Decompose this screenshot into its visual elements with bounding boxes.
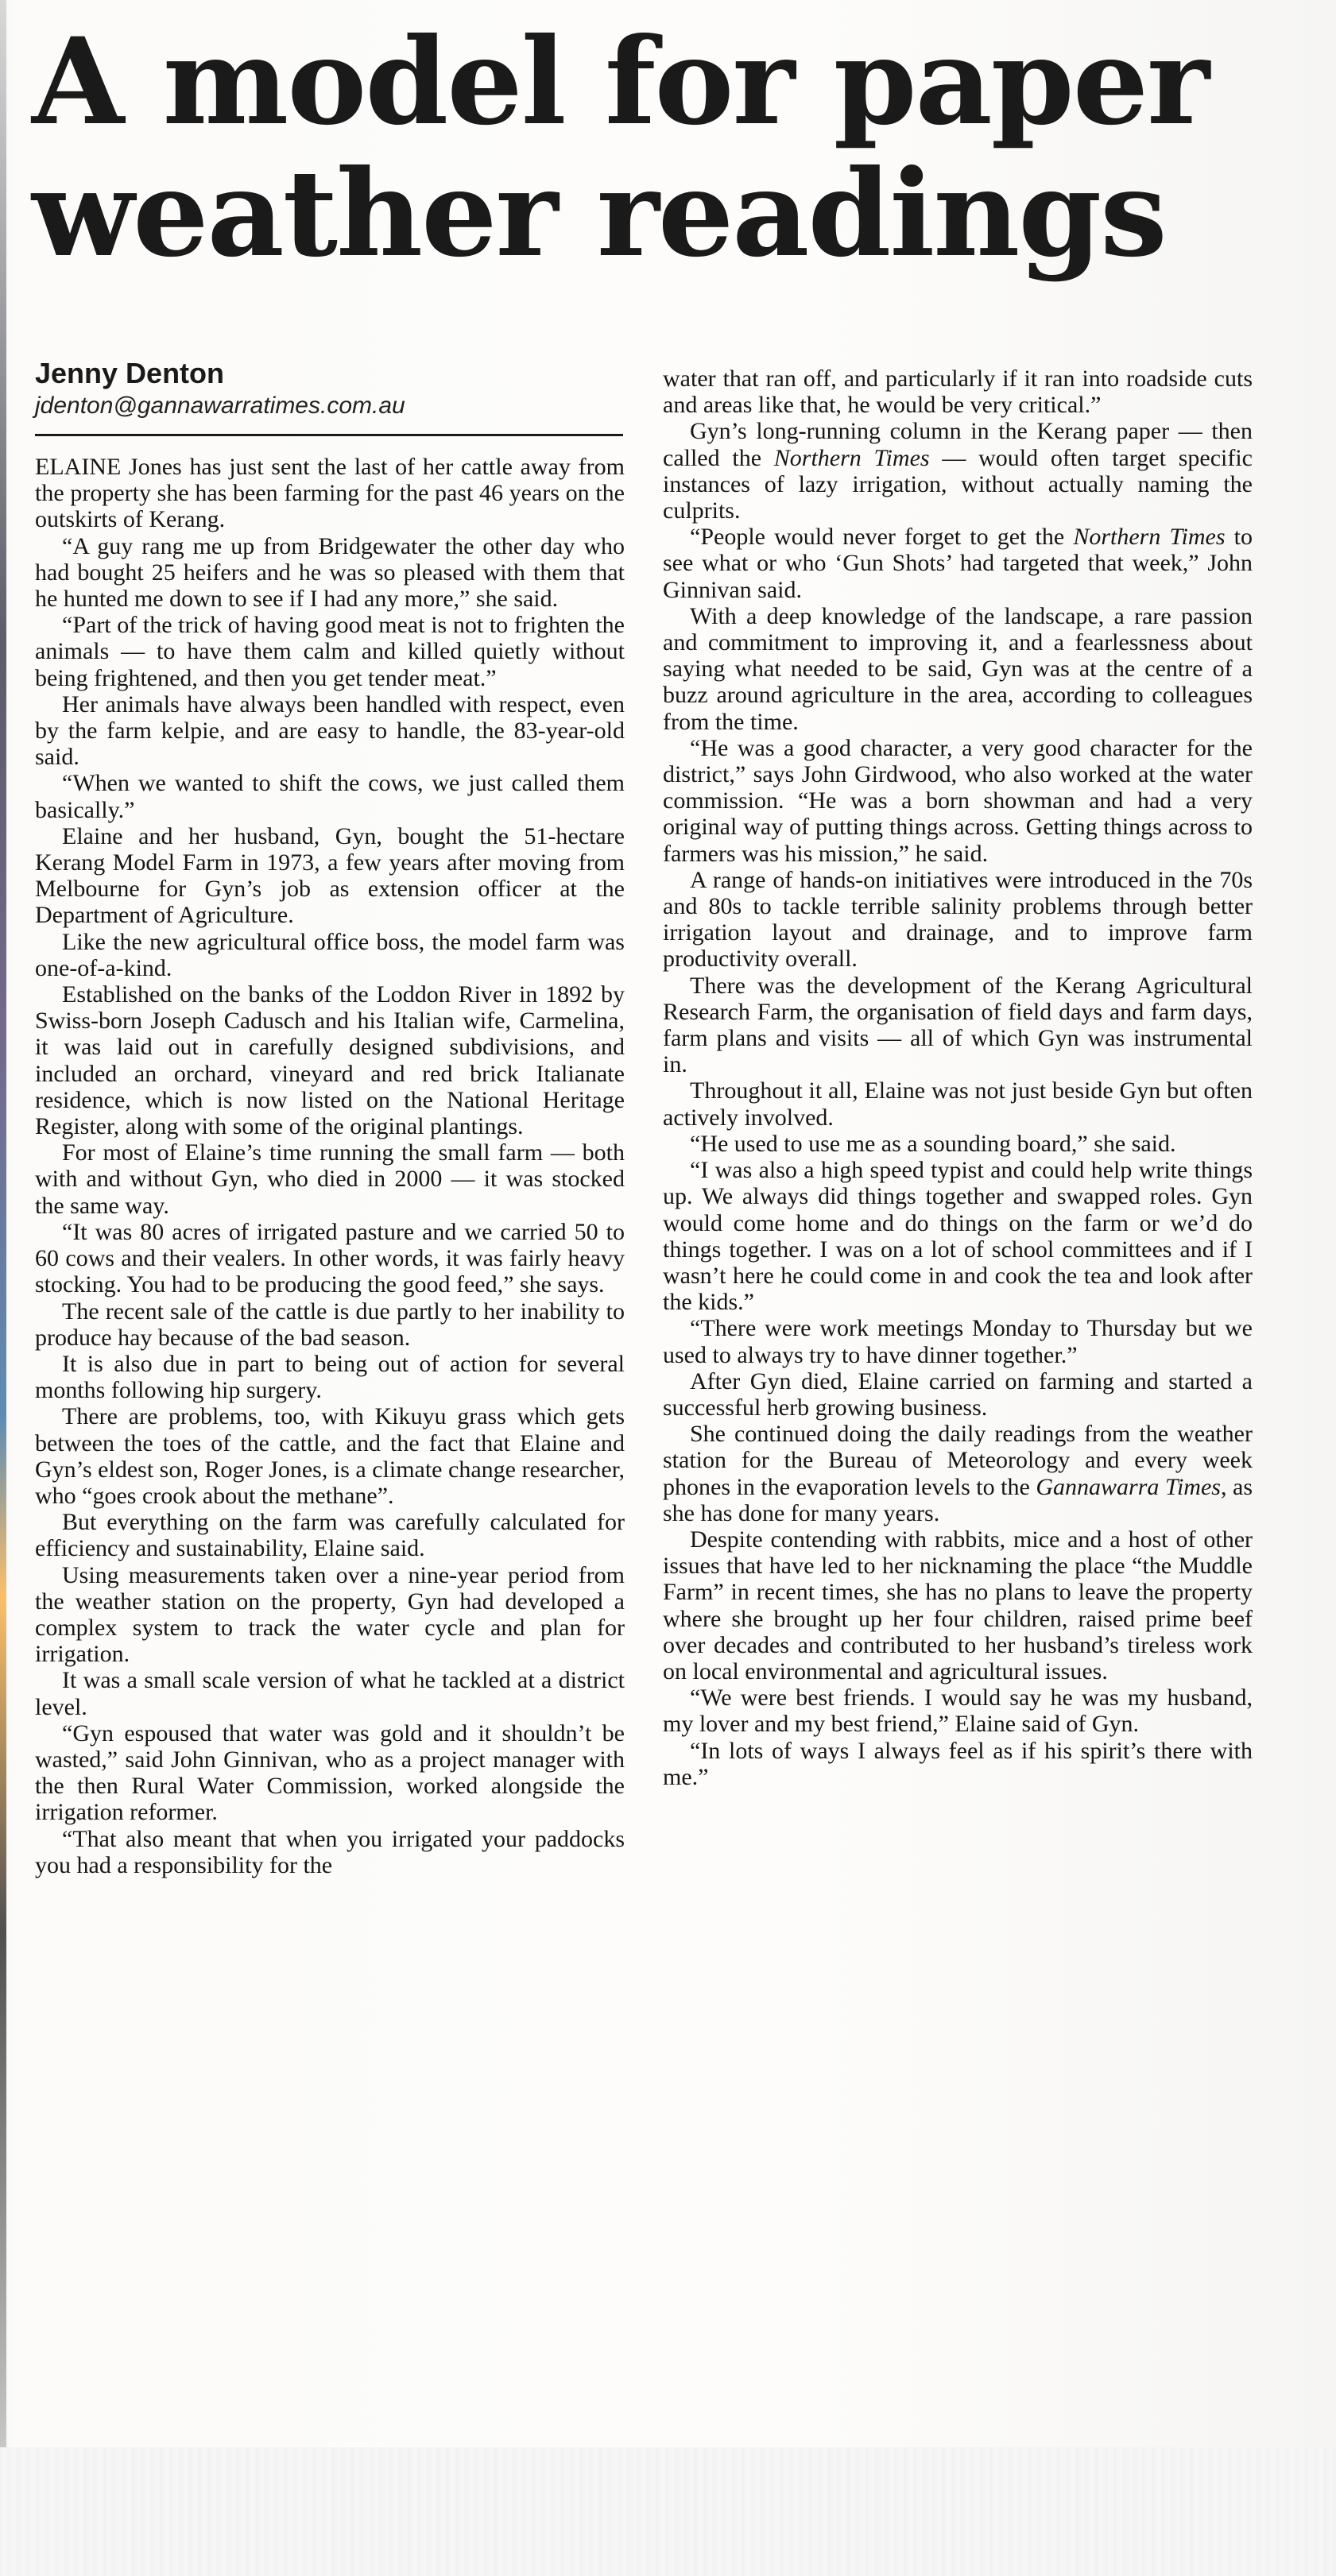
- article-paragraph: “We were best friends. I would say he was my husband, my lover and my best friend,” Elaine said of Gyn.: [663, 1684, 1253, 1738]
- article-paragraph: With a deep knowledge of the landscape, a rare passion and commitment to improving it, and a fearlessness about saying what needed to be said, Gyn was at the centre of a buzz around agriculture in the area, according to colleagues from the time.: [663, 602, 1253, 735]
- headline: A model for paper weather readings: [32, 12, 1209, 284]
- article-paragraph: water that ran off, and particularly if it ran into roadside cuts and areas like that, he would be very critical.”: [663, 366, 1253, 419]
- article-paragraph: “There were work meetings Monday to Thursday but we used to always try to have dinner together.”: [663, 1315, 1253, 1368]
- article-paragraph: Despite contending with rabbits, mice and a host of other issues that have led to her nicknaming the place “the Muddle Farm” in recent times, she has no plans to leave the property where she brought up her four children, raised prime beef over decades and contributed to her husband’s tireless work on local environmental and agricultural issues.: [663, 1526, 1253, 1684]
- publication-name: Northern Times: [773, 444, 930, 471]
- article-paragraph: Using measurements taken over a nine-year period from the weather station on the property, Gyn had developed a complex system to track the water cycle and plan for irrigation.: [35, 1561, 625, 1668]
- article-paragraph: Elaine and her husband, Gyn, bought the 51-hectare Kerang Model Farm in 1973, a few years after moving from Melbourne for Gyn’s job as extension officer at the Department of Agriculture.: [35, 822, 625, 929]
- article-paragraph: “People would never forget to get the Northern Times to see what or who ‘Gun Shots’ had targeted that week,” John Ginnivan said.: [663, 524, 1253, 603]
- article-paragraph: “Gyn espoused that water was gold and it shouldn’t be wasted,” said John Ginnivan, who as a project manager with the then Rural Water Commission, worked alongside the irrigation reformer.: [35, 1719, 625, 1826]
- page-bottom-margin: [0, 2447, 1336, 2576]
- article-paragraph: “A guy rang me up from Bridgewater the other day who had bought 25 heifers and he was so pleased with them that he hunted me down to see if I had any more,” she said.: [35, 532, 625, 613]
- article-paragraph: For most of Elaine’s time running the small farm — both with and without Gyn, who died in 2000 — it was stocked the same way.: [35, 1139, 625, 1219]
- article-paragraph: It is also due in part to being out of action for several months following hip surgery.: [35, 1350, 625, 1404]
- article-column-left: [35, 454, 625, 1878]
- article-paragraph: Established on the banks of the Loddon River in 1892 by Swiss-born Joseph Cadusch and his Italian wife, Carmelina, it was laid out in carefully designed subdivisions, and included an orchard, vineyard and red brick Italianate residence, which is now listed on the National Heritage Register, along with some of the original plantings.: [35, 981, 625, 1140]
- article-paragraph: “Part of the trick of having good meat is not to frighten the animals — to have them calm and killed quietly without being frightened, and then you get tender meat.”: [35, 612, 625, 691]
- article-paragraph: “I was also a high speed typist and could help write things up. We always did things together and swapped roles. Gyn would come home and do things on the farm or we’d do things together. I was on a lot of school committees and if I wasn’t here he could come in and cook the tea and look after the kids.”: [663, 1157, 1253, 1316]
- article-paragraph: “He was a good character, a very good character for the district,” says John Girdwood, who also worked at the water commission. “He was a born showman and had a very original way of putting things across. Getting things across to farmers was his mission,” he said.: [663, 734, 1253, 867]
- byline-divider: [35, 434, 623, 436]
- article-column-right: [663, 366, 1253, 1790]
- article-paragraph: There was the development of the Kerang Agricultural Research Farm, the organisation of field days and farm days, farm plans and visits — all of which Gyn was instrumental in.: [663, 972, 1253, 1078]
- article-paragraph: “It was 80 acres of irrigated pasture and we carried 50 to 60 cows and their vealers. In other words, it was fairly heavy stocking. You had to be producing the good feed,” she says.: [35, 1218, 625, 1298]
- article-paragraph: “That also meant that when you irrigated your paddocks you had a responsibility for the: [35, 1825, 625, 1878]
- article-paragraph: “In lots of ways I always feel as if his spirit’s there with me.”: [663, 1737, 1253, 1790]
- article-paragraph: Her animals have always been handled with respect, even by the farm kelpie, and are easy to handle, the 83-year-old said.: [35, 690, 625, 771]
- article-paragraph: A range of hands-on initiatives were introduced in the 70s and 80s to tackle terrible salinity problems through better irrigation layout and drainage, and to improve farm productivity overall.: [663, 866, 1253, 973]
- article-paragraph: After Gyn died, Elaine carried on farming and started a successful herb growing business.: [663, 1367, 1253, 1421]
- article-paragraph: Throughout it all, Elaine was not just beside Gyn but often actively involved.: [663, 1077, 1253, 1131]
- article-paragraph: “He used to use me as a sounding board,” she said.: [690, 1130, 1176, 1157]
- article-paragraph: There are problems, too, with Kikuyu grass which gets between the toes of the cattle, and the fact that Elaine and Gyn’s eldest son, Roger Jones, is a climate change researcher, who “goes crook about the methane”.: [35, 1403, 625, 1509]
- article-paragraph: The recent sale of the cattle is due partly to her inability to produce hay because of the bad season.: [35, 1298, 625, 1351]
- article-paragraph: But everything on the farm was carefully calculated for efficiency and sustainability, Elaine said.: [35, 1509, 625, 1562]
- article-paragraph: “When we wanted to shift the cows, we just called them basically.”: [35, 770, 625, 823]
- byline-author: Jenny Denton: [35, 357, 225, 389]
- page-edge-strip: [0, 0, 6, 2576]
- byline-email: jdenton@gannawarratimes.com.au: [35, 393, 405, 419]
- article-paragraph: Like the new agricultural office boss, the model farm was one-of-a-kind.: [35, 928, 625, 981]
- article-paragraph: She continued doing the daily readings from the weather station for the Bureau of Meteorology and every week phones in the evaporation levels to the Gannawarra Times, as she has done for many years.: [663, 1421, 1253, 1526]
- publication-name: Northern Times: [1073, 524, 1226, 551]
- article-paragraph: It was a small scale version of what he tackled at a district level.: [35, 1667, 625, 1720]
- byline: [35, 356, 623, 421]
- article-paragraph: Gyn’s long-running column in the Kerang paper — then called the Northern Times — would often target specific instances of lazy irrigation, without actually naming the culprits.: [663, 418, 1253, 524]
- article-paragraph: ELAINE Jones has just sent the last of her cattle away from the property she has been farming for the past 46 years on the outskirts of Kerang.: [35, 454, 625, 533]
- publication-name: Gannawarra Times: [1036, 1473, 1221, 1500]
